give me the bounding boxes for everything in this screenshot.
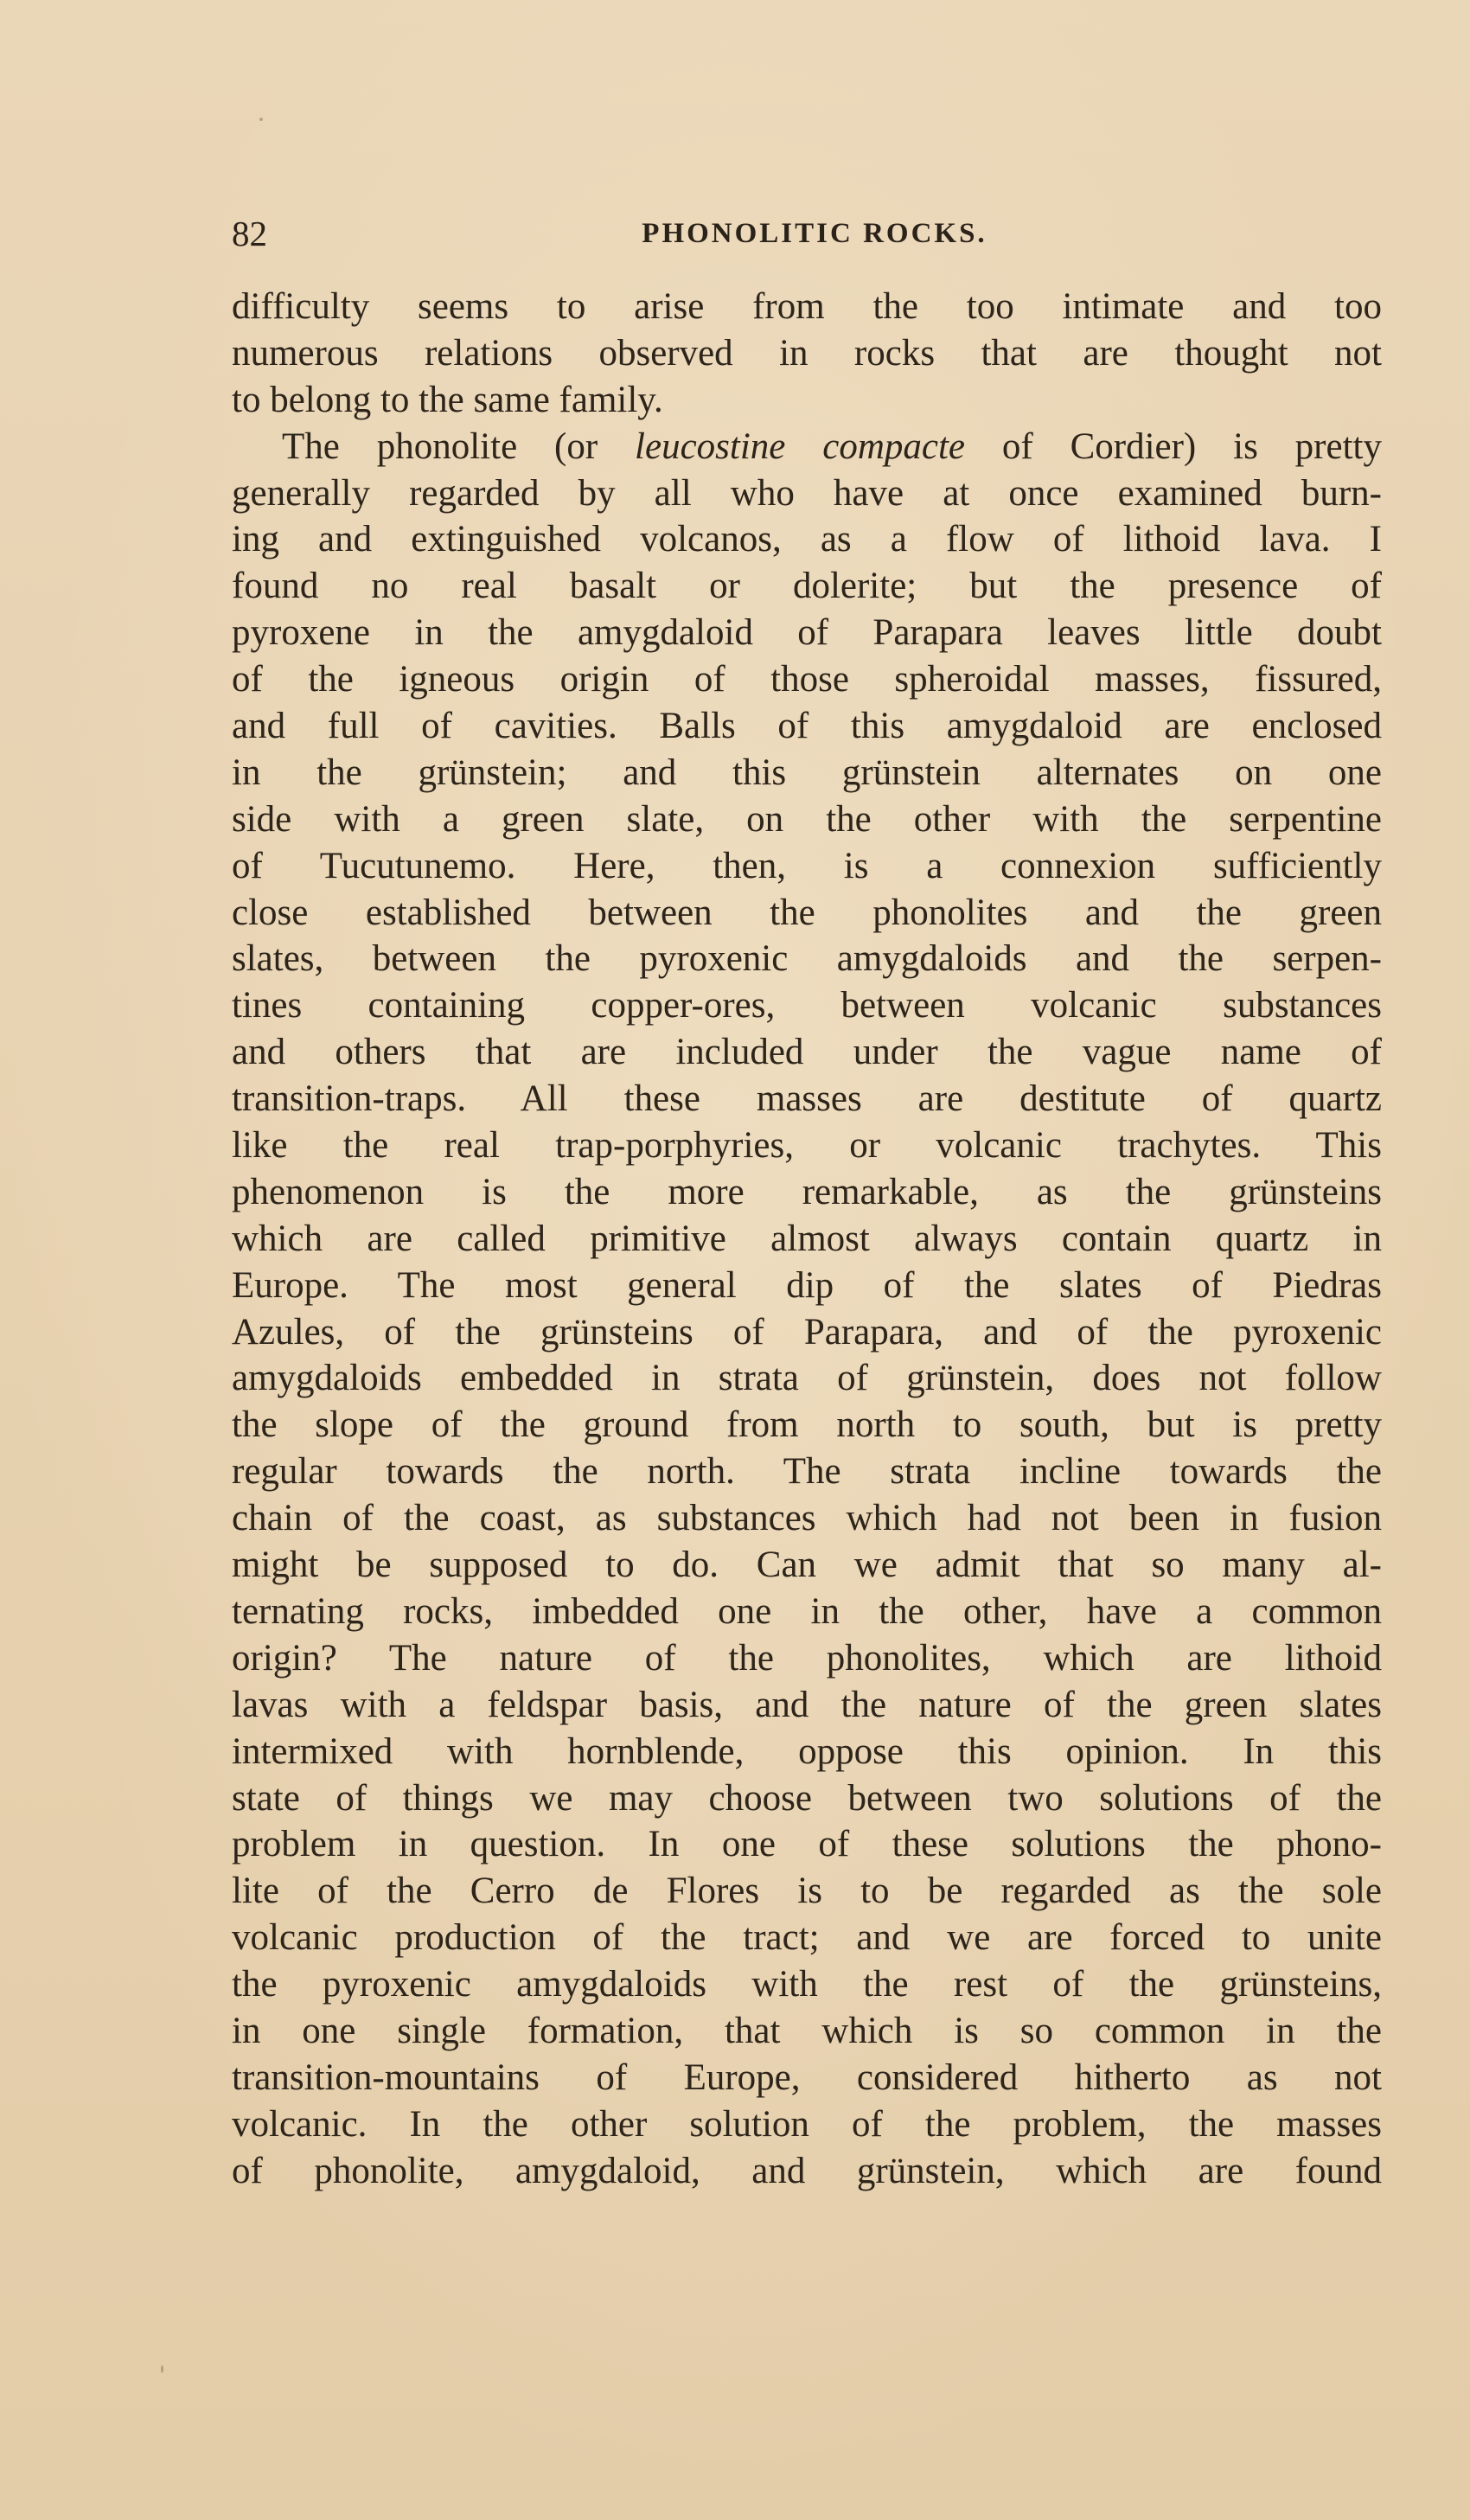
text-line: pyroxene in the amygdaloid of Parapara leaves little doubt [232,612,1382,654]
text-line: of phonolite, amygdaloid, and grünstein, which are found [232,2150,1382,2191]
text-line: the slope of the ground from north to south, but is pretty [232,1404,1382,1446]
text-line: generally regarded by all who have at once examined burn- [232,472,1382,514]
text-line: to belong to the same family. [232,379,663,420]
text-line: regular towards the north. The strata incline towards the [232,1451,1382,1493]
text-line: The phonolite (or leucostine compacte of Cordier) is pretty [282,425,1382,467]
text-line: origin? The nature of the phonolites, which are lithoid [232,1637,1382,1679]
text-line: numerous relations observed in rocks that are thought not [232,332,1382,374]
body-text [232,284,1382,2195]
text-line: amygdaloids embedded in strata of grünstein, does not follow [232,1358,1382,1399]
page-header [232,208,1382,259]
text-line: lavas with a feldspar basis, and the nature of the green slates [232,1684,1382,1725]
text-line: chain of the coast, as substances which had not been in fusion [232,1498,1382,1539]
text-line: state of things we may choose between two solutions of the [232,1777,1382,1819]
text-line: intermixed with hornblende, oppose this opinion. In this [232,1730,1382,1772]
text-line: phenomenon is the more remarkable, as the grünsteins [232,1171,1382,1212]
text-line: the pyroxenic amygdaloids with the rest of the grünsteins, [232,1964,1382,2005]
running-title: PHONOLITIC ROCKS. [642,218,987,249]
text-line: and others that are included under the vague name of [232,1032,1382,1073]
text-line: Azules, of the grünsteins of Parapara, and of the pyroxenic [232,1311,1382,1353]
text-line: transition-traps. All these masses are destitute of quartz [232,1078,1382,1120]
text-line: ternating rocks, imbedded one in the other, have a common [232,1590,1382,1632]
text-line: slates, between the pyroxenic amygdaloids and the serpen- [232,938,1382,980]
italic-term: leucostine compacte [635,425,966,467]
text-line: of Tucutunemo. Here, then, is a connexion sufficiently [232,845,1382,886]
text-line: of the igneous origin of those spheroidal masses, fissured, [232,659,1382,700]
text-line: might be supposed to do. Can we admit that so many al- [232,1545,1382,1586]
text-line: side with a green slate, on the other with the serpentine [232,798,1382,840]
text-line: ing and extinguished volcanos, as a flow of lithoid lava. I [232,519,1382,560]
text-line: which are called primitive almost always contain quartz in [232,1218,1382,1259]
text-line: in the grünstein; and this grünstein alternates on one [232,752,1382,793]
text-line: tines containing copper-ores, between volcanic substances [232,985,1382,1027]
text-line: Europe. The most general dip of the slates of Piedras [232,1264,1382,1306]
text-line: volcanic production of the tract; and we are forced to unite [232,1917,1382,1959]
text-line: and full of cavities. Balls of this amygdaloid are enclosed [232,706,1382,747]
text-line: close established between the phonolites and the green [232,892,1382,933]
page-number: 82 [232,214,267,253]
text-line: found no real basalt or dolerite; but the presence of [232,566,1382,607]
text-line: in one single formation, that which is so common in the [232,2010,1382,2051]
text-line: like the real trap-porphyries, or volcanic trachytes. This [232,1125,1382,1167]
paper-speck [259,118,263,121]
text-line: volcanic. In the other solution of the problem, the masses [232,2103,1382,2145]
text-line: lite of the Cerro de Flores is to be regarded as the sole [232,1871,1382,1912]
paper-speck [161,2365,163,2373]
text-line: problem in question. In one of these solutions the phono- [232,1824,1382,1865]
text-line: difficulty seems to arise from the too intimate and too [232,286,1382,327]
text-line: transition-mountains of Europe, considered hitherto as not [232,2056,1382,2098]
